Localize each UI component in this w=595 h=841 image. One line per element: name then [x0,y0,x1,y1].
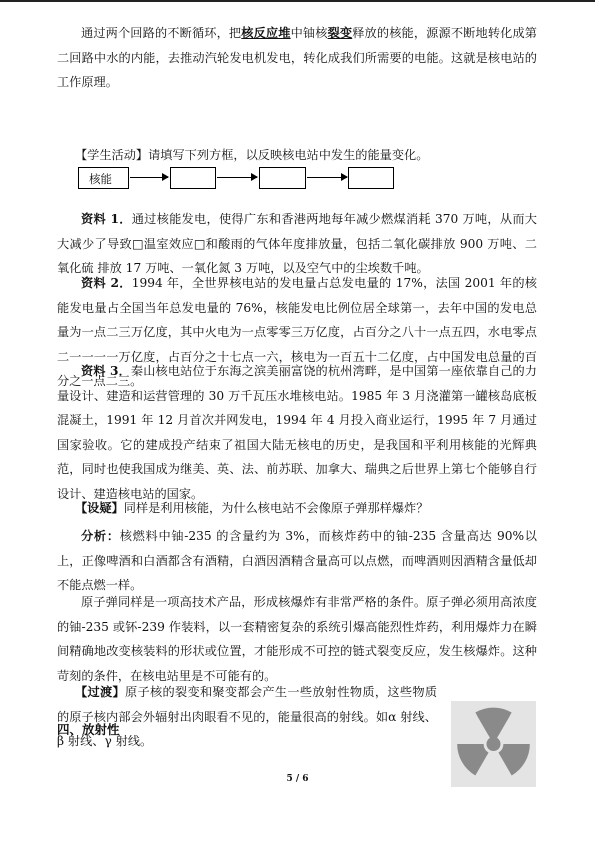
energy-box-1: 核能 [78,167,129,189]
arrow-1 [130,177,168,178]
paragraph-working-principle: 通过两个回路的不断循环，把核反应堆中铀核裂变释放的核能，源源不断地转化成第二回路中水的内能，去推动汽轮发电机发电，转化成我们所需要的电能。这就是核电站的工作原理。 [57,26,537,89]
energy-box-2[interactable] [170,167,216,189]
transition: 【过渡】原子核的裂变和聚变都会产生一些放射性物质，这些物质的原子核内部会外辐射出肉眼看不见的，能量很高的射线。如α 射线、β 射线、γ 射线。 [57,685,438,748]
section-heading-radioactivity: 四、放射性 [57,722,120,737]
atomic-bomb-paragraph: 原子弹同样是一项高技术产品，形成核爆炸有非常严格的条件。原子弹必须用高浓度的铀-235 或钚-239 作装料，以一套精密复杂的系统引爆高能烈性炸药，利用爆炸力在瞬间精确地改变核装料的形状或位置，才能形成不可控的链式裂变反应，发生核爆炸。这种苛刻的条件，在核电站里是不可能有的。 [57,595,537,683]
energy-box-4[interactable] [348,167,394,189]
question: 【设疑】同样是利用核能，为什么核电站不会像原子弹那样爆炸？ [75,501,429,515]
page-number: 5 / 6 [286,774,309,784]
arrow-3 [307,177,347,178]
student-activity: 【学生活动】请填写下列方框，以反映核电站中发生的能量变化。 [75,148,429,162]
arrow-2 [217,177,257,178]
energy-box-3[interactable] [259,167,306,189]
term-fission: 裂变 [327,26,353,40]
material-1: 资料 1．通过核能发电，使得广东和香港两地每年减少燃煤消耗 370 万吨，从而大大减少了导致□温室效应□和酸雨的气体年度排放量，包括二氧化碳排放 900 万吨、二氧化硫 排放 17 万吨、一氧化氮 3 万吨，以及空气中的尘埃数千吨。 [57,212,537,275]
analysis: 分析：核燃料中铀-235 的含量约为 3%，而核炸药中的铀-235 含量高达 90%以上，正像啤酒和白酒都含有酒精，白酒因酒精含量高可以点燃，而啤酒则因酒精含量低却不能点燃一样。 [57,529,537,592]
header-rule [0,0,595,2]
material-3: 资料 3．秦山核电站位于东海之滨美丽富饶的杭州湾畔，是中国第一座依靠自己的力量设计、建造和运营管理的 30 万千瓦压水堆核电站。1985 年 3 月浇灌第一罐核岛底板混凝土，1991 年 12 月首次并网发电，1994 年 4 月投入商业运行，1995 年 7 月通过国家验收。它的建成投产结束了祖国大陆无核电的历史，是我国和平利用核能的光辉典范，同时也使我国成为继美、英、法、前苏联、加拿大、瑞典之后世界上第七个能够自行设计、建造核电站的国家。 [57,364,537,501]
term-nuclear-reactor: 核反应堆 [241,26,291,40]
material-2: 资料 2．1994 年，全世界核电站的发电量占总发电量的 17%，法国 2001 年的核能发电量占全国当年总发电量的 76%，核能发电比例位居全球第一，去年中国的发电总量为一点二三万亿度，其中火电为一点零零三万亿度，占百分之八十一点五四，水电零点二一一一一万亿度，占百分之十七点一六，核电为一百五十二亿度，占中国发电总量的百分之一点二三。 [57,276,537,388]
